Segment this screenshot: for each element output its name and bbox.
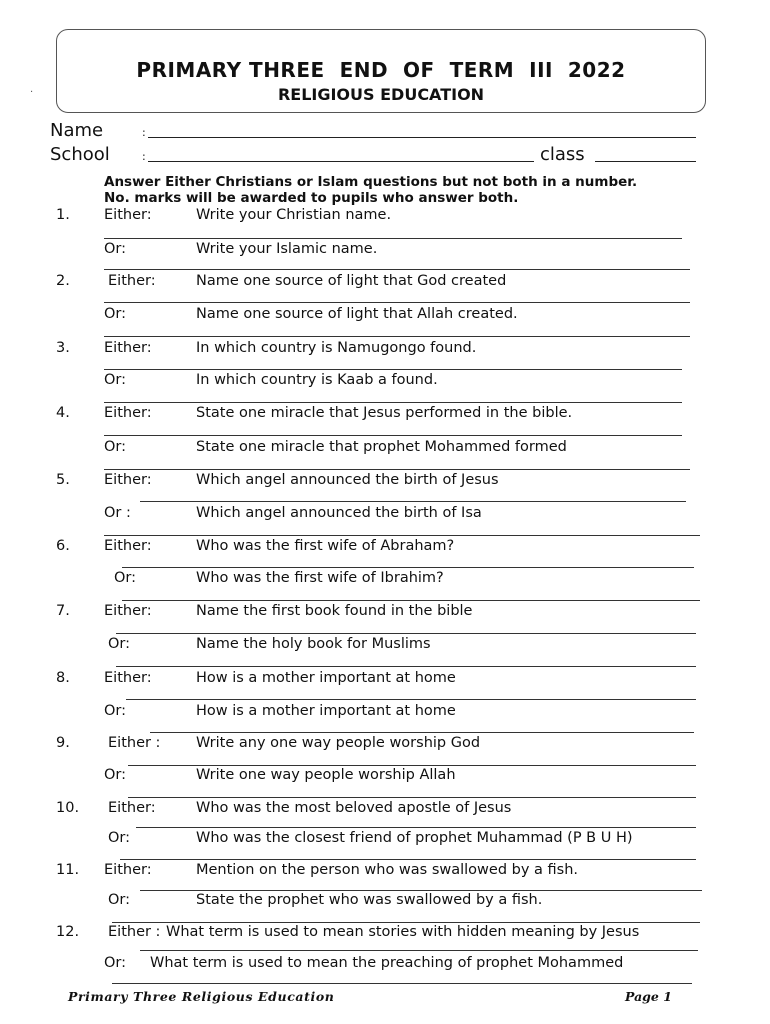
footer-title: Primary Three Religious Education <box>68 989 335 1004</box>
question-7 <box>0 601 770 667</box>
either-answer-line[interactable] <box>104 435 682 436</box>
either-question: State one miracle that Jesus performed in the bible. <box>196 405 573 421</box>
either-label: Either: <box>104 340 152 356</box>
or-question: Who was the first wife of Ibrahim? <box>196 570 444 586</box>
or-label: Or: <box>108 892 131 908</box>
question-1 <box>0 205 770 271</box>
or-answer-line[interactable] <box>112 983 692 984</box>
either-answer-line[interactable] <box>140 950 698 951</box>
either-answer-line[interactable] <box>128 765 696 766</box>
either-question: Who was the first wife of Abraham? <box>196 538 455 554</box>
instruction-line-2: No. marks will be awarded to pupils who answer both. <box>104 190 519 206</box>
or-answer-line[interactable] <box>104 269 690 270</box>
either-label: Either: <box>104 603 152 619</box>
either-label: Either: <box>108 273 156 289</box>
class-label: class <box>540 144 585 165</box>
either-question: Mention on the person who was swallowed by a fish. <box>196 862 579 878</box>
question-number: 3. <box>56 340 70 356</box>
either-label: Either: <box>104 472 152 488</box>
name-label: Name <box>50 120 104 141</box>
or-question: How is a mother important at home <box>196 703 456 719</box>
either-answer-line[interactable] <box>104 238 682 239</box>
either-answer-line[interactable] <box>140 501 686 502</box>
either-label: Either: <box>104 670 152 686</box>
question-number: 2. <box>56 273 70 289</box>
either-question: Name one source of light that God created <box>196 273 507 289</box>
or-label: Or: <box>104 241 127 257</box>
question-10 <box>0 798 770 864</box>
or-question: Name the holy book for Muslims <box>196 636 431 652</box>
or-label: Or: <box>104 767 127 783</box>
school-colon: : <box>142 150 146 163</box>
question-5 <box>0 470 770 536</box>
either-label: Either : <box>108 924 161 940</box>
question-6 <box>0 536 770 602</box>
question-number: 6. <box>56 538 70 554</box>
either-answer-line[interactable] <box>104 302 690 303</box>
either-label: Either: <box>104 207 152 223</box>
question-9 <box>0 733 770 799</box>
or-question: In which country is Kaab a found. <box>196 372 438 388</box>
question-number: 1. <box>56 207 70 223</box>
either-question: Who was the most beloved apostle of Jesus <box>196 800 512 816</box>
question-2 <box>0 271 770 337</box>
either-label: Either: <box>108 800 156 816</box>
question-number: 11. <box>56 862 80 878</box>
school-label: School <box>50 144 110 165</box>
class-field[interactable] <box>595 161 696 162</box>
or-question: State the prophet who was swallowed by a fish. <box>196 892 543 908</box>
exam-title: PRIMARY THREE END OF TERM III 2022 <box>136 58 626 82</box>
question-number: 9. <box>56 735 70 751</box>
or-question: Who was the closest friend of prophet Muhammad (P B U H) <box>196 830 633 846</box>
either-answer-line[interactable] <box>122 567 694 568</box>
or-answer-line[interactable] <box>116 666 696 667</box>
or-label: Or : <box>104 505 131 521</box>
either-answer-line[interactable] <box>140 890 702 891</box>
or-label: Or: <box>104 955 127 971</box>
either-question: Write any one way people worship God <box>196 735 481 751</box>
either-answer-line[interactable] <box>104 369 682 370</box>
question-12 <box>0 922 770 988</box>
either-question: Write your Christian name. <box>196 207 392 223</box>
either-label: Either: <box>104 862 152 878</box>
question-number: 10. <box>56 800 80 816</box>
question-number: 5. <box>56 472 70 488</box>
or-answer-line[interactable] <box>104 336 690 337</box>
or-label: Or: <box>114 570 137 586</box>
either-question: What term is used to mean stories with hidden meaning by Jesus <box>166 924 640 940</box>
or-question: Name one source of light that Allah created. <box>196 306 518 322</box>
question-3 <box>0 338 770 404</box>
or-question: Which angel announced the birth of Isa <box>196 505 482 521</box>
question-4 <box>0 403 770 469</box>
either-label: Either: <box>104 538 152 554</box>
or-question: Write your Islamic name. <box>196 241 378 257</box>
question-number: 12. <box>56 924 80 940</box>
name-field[interactable] <box>148 137 696 138</box>
or-question: What term is used to mean the preaching of prophet Mohammed <box>150 955 624 971</box>
either-answer-line[interactable] <box>136 827 696 828</box>
page-number: Page 1 <box>625 989 672 1004</box>
or-label: Or: <box>108 636 131 652</box>
either-question: In which country is Namugongo found. <box>196 340 477 356</box>
question-8 <box>0 668 770 734</box>
instruction-line-1: Answer Either Christians or Islam questions but not both in a number. <box>104 174 638 190</box>
or-question: Write one way people worship Allah <box>196 767 456 783</box>
either-answer-line[interactable] <box>116 633 696 634</box>
question-11 <box>0 860 770 926</box>
either-answer-line[interactable] <box>126 699 696 700</box>
question-number: 7. <box>56 603 70 619</box>
name-colon: : <box>142 126 146 139</box>
question-number: 4. <box>56 405 70 421</box>
exam-subtitle: RELIGIOUS EDUCATION <box>277 85 485 104</box>
or-label: Or: <box>104 703 127 719</box>
instructions <box>104 174 637 206</box>
or-label: Or: <box>108 830 131 846</box>
or-question: State one miracle that prophet Mohammed formed <box>196 439 567 455</box>
or-label: Or: <box>104 439 127 455</box>
question-number: 8. <box>56 670 70 686</box>
school-field[interactable] <box>148 161 534 162</box>
or-label: Or: <box>104 306 127 322</box>
either-label: Either: <box>104 405 152 421</box>
either-question: Which angel announced the birth of Jesus <box>196 472 499 488</box>
stray-mark: . <box>30 84 34 95</box>
either-question: How is a mother important at home <box>196 670 456 686</box>
header-box <box>56 29 706 113</box>
either-question: Name the first book found in the bible <box>196 603 473 619</box>
either-label: Either : <box>108 735 161 751</box>
or-label: Or: <box>104 372 127 388</box>
